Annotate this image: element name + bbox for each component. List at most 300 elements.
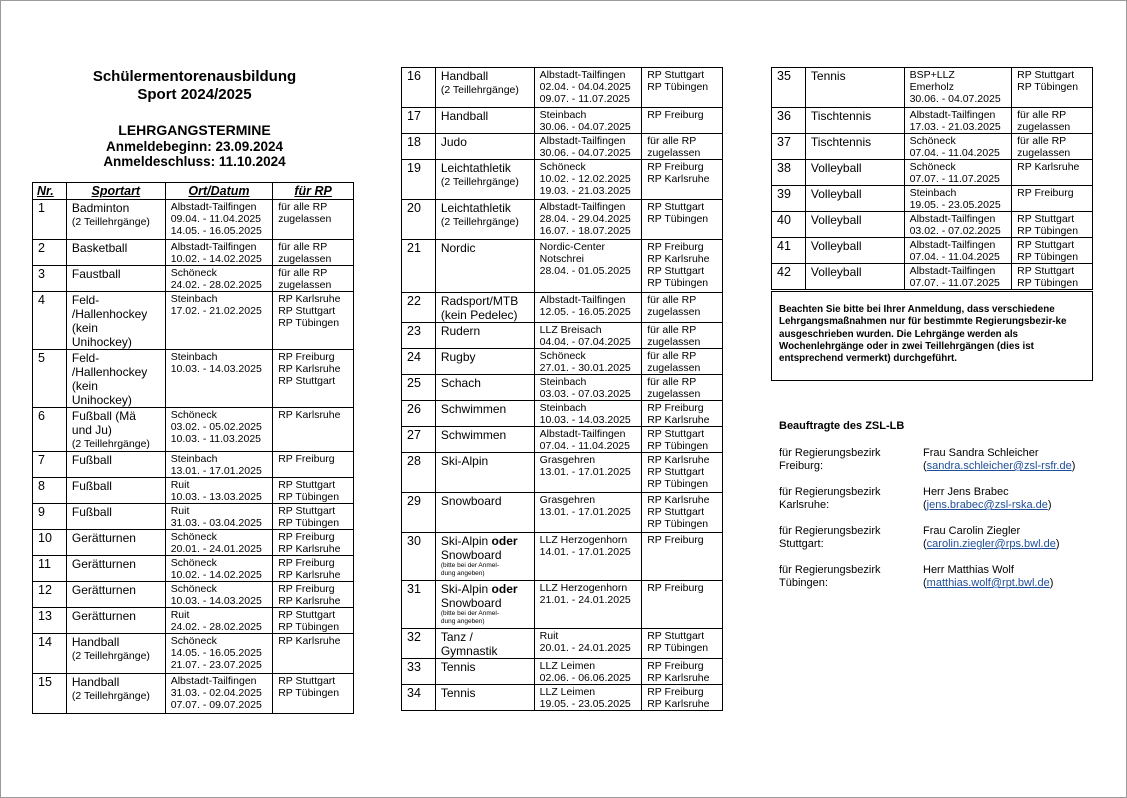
course-nr: 32 [402, 629, 436, 659]
course-fuer-rp [642, 68, 723, 108]
title-line-1: Schülermentorenausbildung [92, 68, 297, 85]
rp-line: RP Karlsruhe [647, 672, 710, 684]
ort-datum-line: Ruit [170, 505, 190, 517]
ort-datum-line: BSP+LLZ [909, 69, 955, 81]
sportart-line: Handball [71, 675, 120, 689]
course-fuer-rp [1012, 134, 1093, 160]
course-sportart [66, 292, 165, 350]
ort-datum-line: Steinbach [539, 376, 587, 388]
sportart-line: /Hallenhockey [71, 307, 148, 321]
course-ort-datum [165, 674, 273, 714]
rp-line: RP Freiburg [647, 241, 704, 253]
ort-datum-line: 19.03. - 21.03.2025 [539, 185, 631, 197]
course-nr: 7 [33, 452, 67, 478]
rp-line: für alle RP [647, 376, 697, 388]
course-fuer-rp [1012, 108, 1093, 134]
sportart-line: (kein Pedelec) [440, 308, 518, 322]
course-nr: 38 [772, 160, 806, 186]
ort-datum-line: 10.03. - 14.03.2025 [170, 595, 262, 607]
course-row [402, 685, 723, 711]
rp-line: RP Stuttgart [1017, 69, 1075, 81]
course-nr: 1 [33, 200, 67, 240]
rp-line: RP Freiburg [278, 453, 335, 465]
course-ort-datum [165, 634, 273, 674]
course-row [402, 293, 723, 323]
course-ort-datum [534, 240, 642, 293]
course-fuer-rp [642, 160, 723, 200]
course-ort-datum [534, 293, 642, 323]
person-name: Herr Matthias Wolf [923, 564, 1014, 576]
ort-datum-line: Schöneck [170, 531, 217, 543]
registration-hint: (bitte bei der Anmel- [440, 562, 500, 569]
course-nr: 6 [33, 408, 67, 452]
course-row [402, 349, 723, 375]
ort-datum-line: Albstadt-Tailfingen [909, 109, 996, 121]
email-link[interactable]: matthias.wolf@rpt.bwl.de [926, 577, 1050, 589]
rp-line: RP Tübingen [647, 642, 709, 654]
rp-line: zugelassen [647, 388, 701, 400]
course-ort-datum [165, 266, 273, 292]
sportart-line: Badminton [71, 201, 130, 215]
regierungsbezirk-label [779, 525, 881, 551]
sportart-line: Fußball (Mä [71, 409, 136, 423]
ort-datum-line: 28.04. - 01.05.2025 [539, 265, 631, 277]
sportart-line: Gerätturnen [71, 531, 136, 545]
course-ort-datum [534, 375, 642, 401]
course-ort-datum [534, 108, 642, 134]
course-fuer-rp [273, 452, 354, 478]
course-fuer-rp [273, 608, 354, 634]
rp-line: RP Stuttgart [278, 375, 336, 387]
course-row [402, 581, 723, 629]
sportart-line: Rugby [440, 350, 476, 364]
course-nr: 41 [772, 238, 806, 264]
rp-line: RP Karlsruhe [1017, 161, 1080, 173]
ort-datum-line: 10.02. - 14.02.2025 [170, 253, 262, 265]
course-table-left [32, 182, 354, 714]
rp-line: RP Stuttgart [1017, 265, 1075, 277]
sportart-line: Gymnastik [440, 644, 498, 658]
ort-datum-line: 09.04. - 11.04.2025 [170, 213, 261, 225]
course-ort-datum [165, 504, 273, 530]
course-fuer-rp [642, 401, 723, 427]
course-sportart [435, 685, 534, 711]
sportart-line: Faustball [71, 267, 121, 281]
course-fuer-rp [273, 582, 354, 608]
bezirk-line: Tübingen: [779, 577, 828, 589]
ort-datum-line: 17.03. - 21.03.2025 [909, 121, 1001, 133]
course-fuer-rp [642, 493, 723, 533]
ort-datum-line: Grasgehren [539, 454, 596, 466]
course-ort-datum [534, 453, 642, 493]
course-sportart [805, 160, 904, 186]
ort-datum-line: Nordic-Center [539, 241, 606, 253]
course-fuer-rp [1012, 68, 1093, 108]
ort-datum-line: 24.02. - 28.02.2025 [170, 621, 262, 633]
ort-datum-line: 07.07. - 11.07.2025 [909, 173, 1000, 185]
sportart-line: Feld- [71, 351, 100, 365]
ort-datum-line: Schöneck [909, 135, 956, 147]
header-sportart: Sportart [66, 183, 165, 200]
course-sportart [805, 108, 904, 134]
course-fuer-rp [642, 323, 723, 349]
course-fuer-rp [273, 350, 354, 408]
rp-line: zugelassen [647, 306, 701, 318]
course-nr: 18 [402, 134, 436, 160]
course-fuer-rp [642, 349, 723, 375]
beauftragte-person [923, 486, 1052, 512]
course-row [402, 68, 723, 108]
sportart-line: Fußball [71, 505, 112, 519]
course-fuer-rp [642, 293, 723, 323]
course-sportart [66, 350, 165, 408]
course-sportart [435, 453, 534, 493]
course-ort-datum [904, 212, 1012, 238]
course-nr: 34 [402, 685, 436, 711]
ort-datum-line: Steinbach [909, 187, 957, 199]
course-sportart [66, 240, 165, 266]
sportart-line: Tischtennis [810, 135, 872, 149]
course-table-right [771, 67, 1093, 290]
sportart-line: Leichtathletik [440, 201, 511, 215]
ort-datum-line: Schöneck [170, 583, 217, 595]
course-nr: 21 [402, 240, 436, 293]
header-fuer-rp: für RP [273, 183, 354, 200]
course-fuer-rp [1012, 264, 1093, 290]
ort-datum-line: Schöneck [909, 161, 956, 173]
course-fuer-rp [642, 134, 723, 160]
sportart-line: Schwimmen [440, 402, 507, 416]
course-nr: 42 [772, 264, 806, 290]
ort-datum-line: Schöneck [539, 161, 586, 173]
ort-datum-line: 03.02. - 07.02.2025 [909, 225, 1001, 237]
course-nr: 39 [772, 186, 806, 212]
rp-line: RP Karlsruhe [647, 173, 710, 185]
ort-datum-line: 31.03. - 02.04.2025 [170, 687, 262, 699]
course-sportart [66, 452, 165, 478]
sportart-line: Judo [440, 135, 467, 149]
ort-datum-line: 10.02. - 12.02.2025 [539, 173, 631, 185]
teillehrgaenge-note: (2 Teillehrgänge) [71, 438, 150, 450]
sportart-line: Tennis [440, 686, 476, 700]
ort-datum-line: 14.05. - 16.05.2025 [170, 225, 262, 237]
course-row [772, 264, 1093, 290]
course-ort-datum [165, 408, 273, 452]
rp-line: RP Tübingen [278, 621, 340, 633]
course-sportart [805, 186, 904, 212]
sportart-line: Rudern [440, 324, 481, 338]
ort-datum-line: 13.01. - 17.01.2025 [170, 465, 262, 477]
rp-line: zugelassen [647, 336, 701, 348]
course-sportart [66, 634, 165, 674]
bezirk-line: Stuttgart: [779, 538, 824, 550]
course-row [402, 493, 723, 533]
sportart-line: Gerätturnen [71, 609, 136, 623]
ort-datum-line: 10.03. - 13.03.2025 [170, 491, 262, 503]
sportart-oder: oder [491, 582, 518, 596]
sportart-line: Snowboard [440, 596, 502, 610]
ort-datum-line: 14.01. - 17.01.2025 [539, 546, 631, 558]
ort-datum-line: Albstadt-Tailfingen [539, 428, 626, 440]
sportart-line: Volleyball [810, 213, 862, 227]
course-row [33, 504, 354, 530]
rp-line: RP Stuttgart [647, 428, 705, 440]
course-sportart [66, 478, 165, 504]
course-sportart [66, 504, 165, 530]
rp-line: RP Stuttgart [647, 630, 705, 642]
course-row [33, 408, 354, 452]
course-sportart [435, 401, 534, 427]
ort-datum-line: Albstadt-Tailfingen [909, 239, 996, 251]
sportart-line: und Ju) [71, 423, 112, 437]
rp-line: RP Tübingen [278, 317, 340, 329]
ort-datum-line: Albstadt-Tailfingen [539, 201, 626, 213]
course-ort-datum [534, 629, 642, 659]
rp-line: RP Tübingen [647, 518, 709, 530]
rp-line: RP Stuttgart [647, 506, 705, 518]
teillehrgaenge-note: (2 Teillehrgänge) [71, 216, 150, 228]
course-sportart [435, 493, 534, 533]
course-fuer-rp [642, 453, 723, 493]
sportart-line: Tischtennis [810, 109, 872, 123]
course-nr: 4 [33, 292, 67, 350]
ort-datum-line: 02.04. - 04.04.2025 [539, 81, 631, 93]
person-name: Herr Jens Brabec [923, 486, 1009, 498]
course-fuer-rp [273, 200, 354, 240]
course-sportart [435, 200, 534, 240]
course-row [33, 608, 354, 634]
course-ort-datum [165, 478, 273, 504]
sportart-line: Basketball [71, 241, 128, 255]
course-row [772, 134, 1093, 160]
rp-line: für alle RP [647, 350, 697, 362]
course-nr: 8 [33, 478, 67, 504]
rp-line: RP Karlsruhe [647, 494, 710, 506]
ort-datum-line: 10.02. - 14.02.2025 [170, 569, 262, 581]
ort-datum-line: Albstadt-Tailfingen [170, 201, 257, 213]
bezirk-line: für Regierungsbezirk [779, 525, 881, 537]
course-ort-datum [534, 659, 642, 685]
ort-datum-line: Schöneck [170, 635, 217, 647]
ort-datum-line: Albstadt-Tailfingen [170, 675, 257, 687]
course-ort-datum [534, 200, 642, 240]
course-sportart [805, 212, 904, 238]
course-row [402, 659, 723, 685]
rp-line: RP Stuttgart [278, 609, 336, 621]
rp-line: RP Karlsruhe [647, 698, 710, 710]
rp-line: RP Tübingen [647, 440, 709, 452]
rp-line: RP Freiburg [1017, 187, 1074, 199]
course-fuer-rp [273, 266, 354, 292]
rp-line: RP Stuttgart [1017, 213, 1075, 225]
course-row [402, 108, 723, 134]
ort-datum-line: Albstadt-Tailfingen [539, 135, 626, 147]
rp-line: RP Tübingen [1017, 277, 1079, 289]
ort-datum-line: 07.07. - 11.07.2025 [909, 277, 1000, 289]
course-fuer-rp [273, 530, 354, 556]
course-fuer-rp [642, 108, 723, 134]
course-row [772, 108, 1093, 134]
email-link[interactable]: jens.brabec@zsl-rska.de [926, 499, 1048, 511]
course-row [402, 629, 723, 659]
course-row [33, 582, 354, 608]
ort-datum-line: 21.01. - 24.01.2025 [539, 594, 631, 606]
ort-datum-line: Albstadt-Tailfingen [539, 294, 626, 306]
course-ort-datum [534, 685, 642, 711]
rp-line: RP Karlsruhe [278, 363, 341, 375]
sportart-line: Ski-Alpin [440, 454, 489, 468]
course-ort-datum [534, 134, 642, 160]
course-nr: 24 [402, 349, 436, 375]
course-ort-datum [165, 582, 273, 608]
ort-datum-line: 13.01. - 17.01.2025 [539, 466, 631, 478]
ort-datum-line: 17.02. - 21.02.2025 [170, 305, 262, 317]
course-fuer-rp [642, 659, 723, 685]
course-fuer-rp [273, 504, 354, 530]
sportart-oder: oder [491, 534, 518, 548]
ort-datum-line: 24.02. - 28.02.2025 [170, 279, 262, 291]
regierungsbezirk-label [779, 564, 881, 590]
course-nr: 37 [772, 134, 806, 160]
course-nr: 13 [33, 608, 67, 634]
rp-line: RP Karlsruhe [278, 635, 341, 647]
course-sportart [805, 238, 904, 264]
course-row [402, 453, 723, 493]
ort-datum-line: Schöneck [539, 350, 586, 362]
rp-line: zugelassen [278, 253, 332, 265]
course-ort-datum [904, 238, 1012, 264]
course-nr: 40 [772, 212, 806, 238]
course-row [402, 134, 723, 160]
course-sportart [66, 530, 165, 556]
rp-line: RP Stuttgart [278, 305, 336, 317]
sportart-name: Ski-Alpin [440, 582, 492, 596]
sportart-line: (kein [71, 321, 98, 335]
course-row [772, 212, 1093, 238]
sportart-name: Ski-Alpin [440, 534, 492, 548]
sportart-line: /Hallenhockey [71, 365, 148, 379]
course-sportart [435, 533, 534, 581]
course-sportart [66, 674, 165, 714]
course-sportart [805, 264, 904, 290]
course-nr: 23 [402, 323, 436, 349]
ort-datum-line: 21.07. - 23.07.2025 [170, 659, 262, 671]
rp-line: RP Freiburg [647, 402, 704, 414]
course-ort-datum [904, 108, 1012, 134]
ort-datum-line: LLZ Herzogenhorn [539, 582, 628, 594]
course-ort-datum [165, 530, 273, 556]
bezirk-line: für Regierungsbezirk [779, 447, 881, 459]
course-nr: 14 [33, 634, 67, 674]
course-row [402, 323, 723, 349]
bezirk-line: für Regierungsbezirk [779, 486, 881, 498]
sportart-line: Radsport/MTB [440, 294, 519, 308]
rp-line: RP Freiburg [647, 660, 704, 672]
regierungsbezirk-label [779, 447, 881, 473]
course-row [33, 240, 354, 266]
course-fuer-rp [642, 685, 723, 711]
rp-line: RP Karlsruhe [647, 253, 710, 265]
course-nr: 10 [33, 530, 67, 556]
rp-line: RP Tübingen [278, 491, 340, 503]
ort-datum-line: 30.06. - 04.07.2025 [539, 121, 631, 133]
ort-datum-line: 27.01. - 30.01.2025 [539, 362, 631, 374]
ort-datum-line: Notschrei [539, 253, 585, 265]
ort-datum-line: 30.06. - 04.07.2025 [539, 147, 631, 159]
teillehrgaenge-note: (2 Teillehrgänge) [440, 176, 519, 188]
sportart-line: Tanz / [440, 630, 473, 644]
course-row [33, 556, 354, 582]
rp-line: RP Tübingen [647, 478, 709, 490]
person-name: Frau Carolin Ziegler [923, 525, 1021, 537]
ort-datum-line: Emerholz [909, 81, 954, 93]
ort-datum-line: LLZ Herzogenhorn [539, 534, 628, 546]
ort-datum-line: 03.02. - 05.02.2025 [170, 421, 262, 433]
rp-line: RP Freiburg [647, 686, 704, 698]
ort-datum-line: LLZ Leimen [539, 686, 596, 698]
bezirk-line: Karlsruhe: [779, 499, 830, 511]
sportart-line: Snowboard [440, 548, 502, 562]
course-fuer-rp [642, 427, 723, 453]
course-sportart [435, 160, 534, 200]
rp-line: zugelassen [1017, 121, 1071, 133]
email-link[interactable]: carolin.ziegler@rps.bwl.de [926, 538, 1056, 550]
ort-datum-line: 07.04. - 11.04.2025 [539, 440, 630, 452]
course-row [33, 674, 354, 714]
rp-line: RP Stuttgart [647, 466, 705, 478]
course-ort-datum [165, 350, 273, 408]
course-ort-datum [534, 68, 642, 108]
sportart-line: Gerätturnen [71, 557, 136, 571]
course-row [772, 68, 1093, 108]
course-ort-datum [534, 581, 642, 629]
course-ort-datum [534, 533, 642, 581]
ort-datum-line: 03.03. - 07.03.2025 [539, 388, 631, 400]
course-nr: 33 [402, 659, 436, 685]
course-fuer-rp [1012, 160, 1093, 186]
course-fuer-rp [642, 581, 723, 629]
course-row [402, 160, 723, 200]
ort-datum-line: Grasgehren [539, 494, 596, 506]
document-title [32, 68, 357, 104]
rp-line: für alle RP [1017, 109, 1067, 121]
rp-line: für alle RP [278, 201, 328, 213]
rp-line: RP Tübingen [278, 687, 340, 699]
rp-line: zugelassen [278, 213, 332, 225]
course-row [33, 478, 354, 504]
course-sportart [435, 375, 534, 401]
email-link[interactable]: sandra.schleicher@zsl-rsfr.de [926, 460, 1072, 472]
course-fuer-rp [1012, 186, 1093, 212]
ort-datum-line: Albstadt-Tailfingen [170, 241, 257, 253]
registration-hint: dung angeben) [440, 570, 485, 577]
ort-datum-line: Albstadt-Tailfingen [539, 69, 626, 81]
rp-line: RP Karlsruhe [647, 414, 710, 426]
beauftragte-title: Beauftragte des ZSL-LB [779, 420, 905, 432]
course-sportart [435, 581, 534, 629]
ort-datum-line: 04.04. - 07.04.2025 [539, 336, 631, 348]
sportart-line: Unihockey) [71, 393, 132, 407]
course-ort-datum [165, 608, 273, 634]
sportart-line: Tennis [810, 69, 846, 83]
rp-line: RP Stuttgart [647, 201, 705, 213]
header-nr: Nr. [33, 183, 67, 200]
rp-line: RP Tübingen [647, 277, 709, 289]
teillehrgaenge-note: (2 Teillehrgänge) [440, 84, 519, 96]
course-ort-datum [904, 160, 1012, 186]
rp-line: für alle RP [647, 294, 697, 306]
rp-line: RP Tübingen [647, 213, 709, 225]
